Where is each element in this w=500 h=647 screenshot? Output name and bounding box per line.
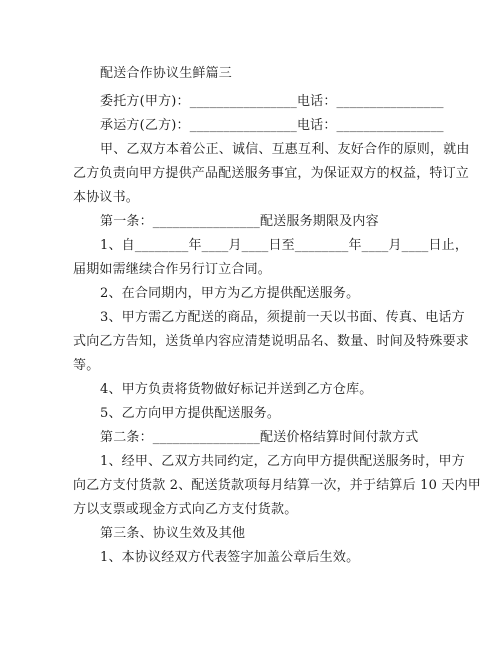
- article-1-item-2: 2、在合同期内，甲方为乙方提供配送服务。: [100, 286, 360, 301]
- article-1-item-1-cont: 届期如需继续合作另行订立合同。: [73, 262, 272, 277]
- article-1-item-3: 3、甲方需乙方配送的商品，须提前一天以书面、传真、电话方: [100, 310, 465, 325]
- article-1-item-1: 1、自________年____月____日至________年____月____日止，: [100, 238, 469, 253]
- preamble-line-3: 本协议书。: [73, 190, 140, 205]
- article-2-item-1-cont-1: 向乙方支付货款 2、配送货款项每月结算一次，并于结算后 10 天内甲: [73, 478, 482, 493]
- article-1-item-4: 4、甲方负责将货物做好标记并送到乙方仓库。: [100, 382, 373, 397]
- party-a-line: 委托方(甲方)：________________电话：________________: [100, 94, 444, 109]
- article-3-heading: 第三条、协议生效及其他: [100, 526, 246, 541]
- article-1-item-3-cont-2: 等。: [73, 358, 100, 373]
- document-title: 配送合作协议生鲜篇三: [100, 66, 233, 81]
- article-3-item-1: 1、本协议经双方代表签字加盖公章后生效。: [100, 550, 360, 565]
- article-1-heading: 第一条：________________配送服务期限及内容: [100, 214, 379, 229]
- party-b-line: 承运方(乙方)：________________电话：________________: [100, 118, 444, 133]
- article-1-item-3-cont-1: 式向乙方告知，送货单内容应清楚说明品名、数量、时间及特殊要求: [73, 334, 470, 349]
- article-2-item-1-cont-2: 方以支票或现金方式向乙方支付货款。: [73, 502, 298, 517]
- article-2-item-1: 1、经甲、乙双方共同约定，乙方向甲方提供配送服务时，甲方: [100, 454, 465, 469]
- article-1-item-5: 5、乙方向甲方提供配送服务。: [100, 406, 281, 421]
- preamble-line-2: 乙方负责向甲方提供产品配送服务事宜，为保证双方的权益，特订立: [73, 166, 470, 181]
- article-2-heading: 第二条：________________配送价格结算时间付款方式: [100, 430, 419, 445]
- preamble-line-1: 甲、乙双方本着公正、诚信、互惠互利、友好合作的原则，就由: [100, 142, 470, 157]
